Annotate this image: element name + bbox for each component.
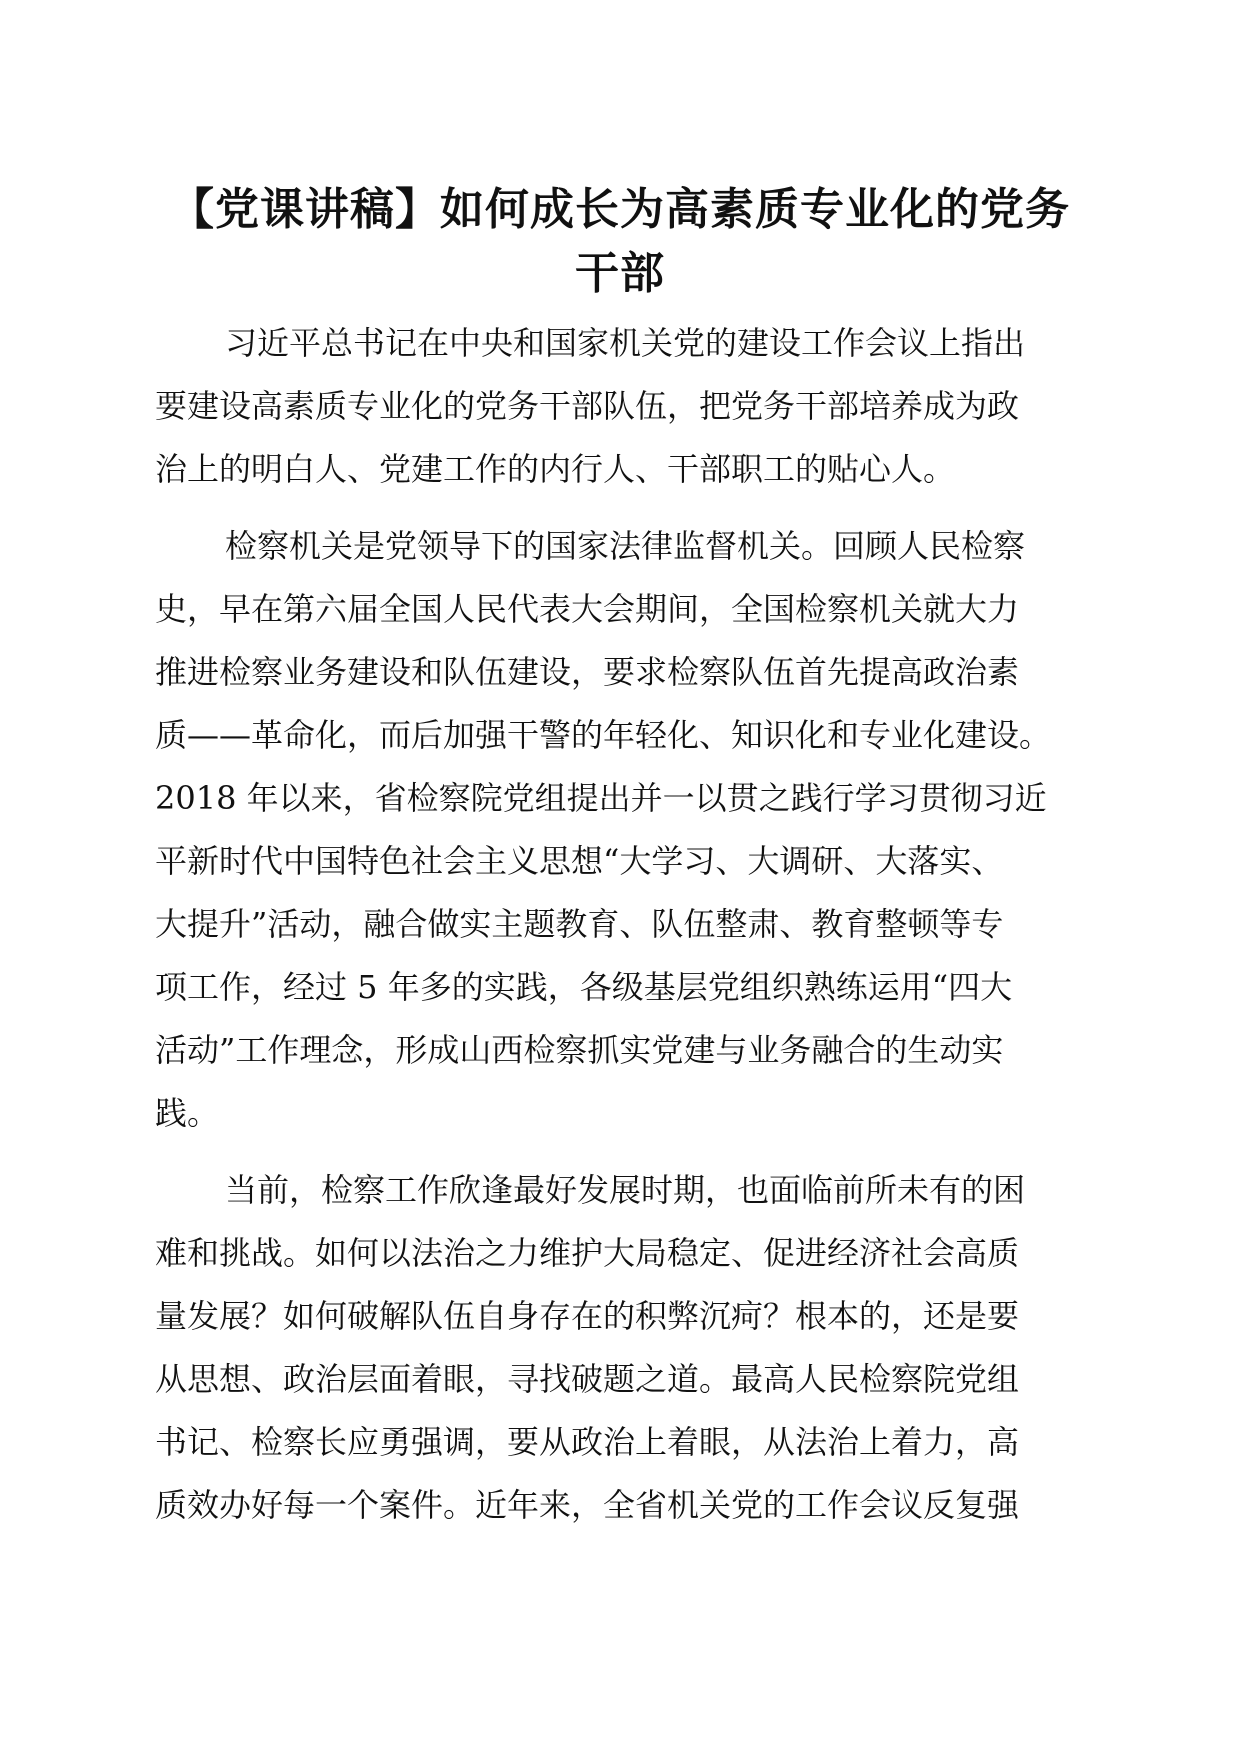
text-line: 要建设高素质专业化的党务干部队伍，把党务干部培养成为政 [155,387,1020,425]
text-line: 书记、检察长应勇强调，要从政治上着眼，从法治上着力，高 [155,1423,1020,1461]
document-title [150,178,1090,306]
text-line: 践。 [155,1094,220,1132]
paragraph-spacer [155,501,1070,515]
paragraph-2 [155,515,1070,1145]
text-line: 难和挑战。如何以法治之力维护大局稳定、促进经济社会高质 [155,1234,1020,1272]
text-line: 治上的明白人、党建工作的内行人、干部职工的贴心人。 [155,450,956,488]
text-line: 活动”工作理念，形成山西检察抓实党建与业务融合的生动实 [155,1031,1004,1069]
text-line: 从思想、政治层面着眼，寻找破题之道。最高人民检察院党组 [155,1360,1020,1398]
text-line: 当前，检察工作欣逢最好发展时期，也面临前所未有的困 [225,1171,1026,1209]
text-line: 量发展？如何破解队伍自身存在的积弊沉疴？根本的，还是要 [155,1297,1020,1335]
text-line: 大提升”活动，融合做实主题教育、队伍整肃、教育整顿等专 [155,905,1004,943]
text-line: 项工作，经过 5 年多的实践，各级基层党组织熟练运用“四大 [155,968,1013,1006]
text-line: 史，早在第六届全国人民代表大会期间，全国检察机关就大力 [155,590,1020,628]
paragraph-1 [155,312,1070,501]
text-line: 质效办好每一个案件。近年来，全省机关党的工作会议反复强 [155,1486,1020,1524]
title-line: 【党课讲稿】如何成长为高素质专业化的党务 [170,184,1070,235]
document-body [155,312,1070,1537]
text-line: 习近平总书记在中央和国家机关党的建设工作会议上指出 [225,324,1026,362]
text-line: 推进检察业务建设和队伍建设，要求检察队伍首先提高政治素 [155,653,1020,691]
text-line: 2018 年以来，省检察院党组提出并一以贯之践行学习贯彻习近 [155,779,1047,817]
text-line: 检察机关是党领导下的国家法律监督机关。回顾人民检察 [225,527,1026,565]
text-line: 质——革命化，而后加强干警的年轻化、知识化和专业化建设。 [155,716,1052,754]
text-line: 平新时代中国特色社会主义思想“大学习、大调研、大落实、 [155,842,1004,880]
title-line: 干部 [575,248,665,299]
paragraph-3 [155,1159,1070,1537]
paragraph-spacer [155,1145,1070,1159]
